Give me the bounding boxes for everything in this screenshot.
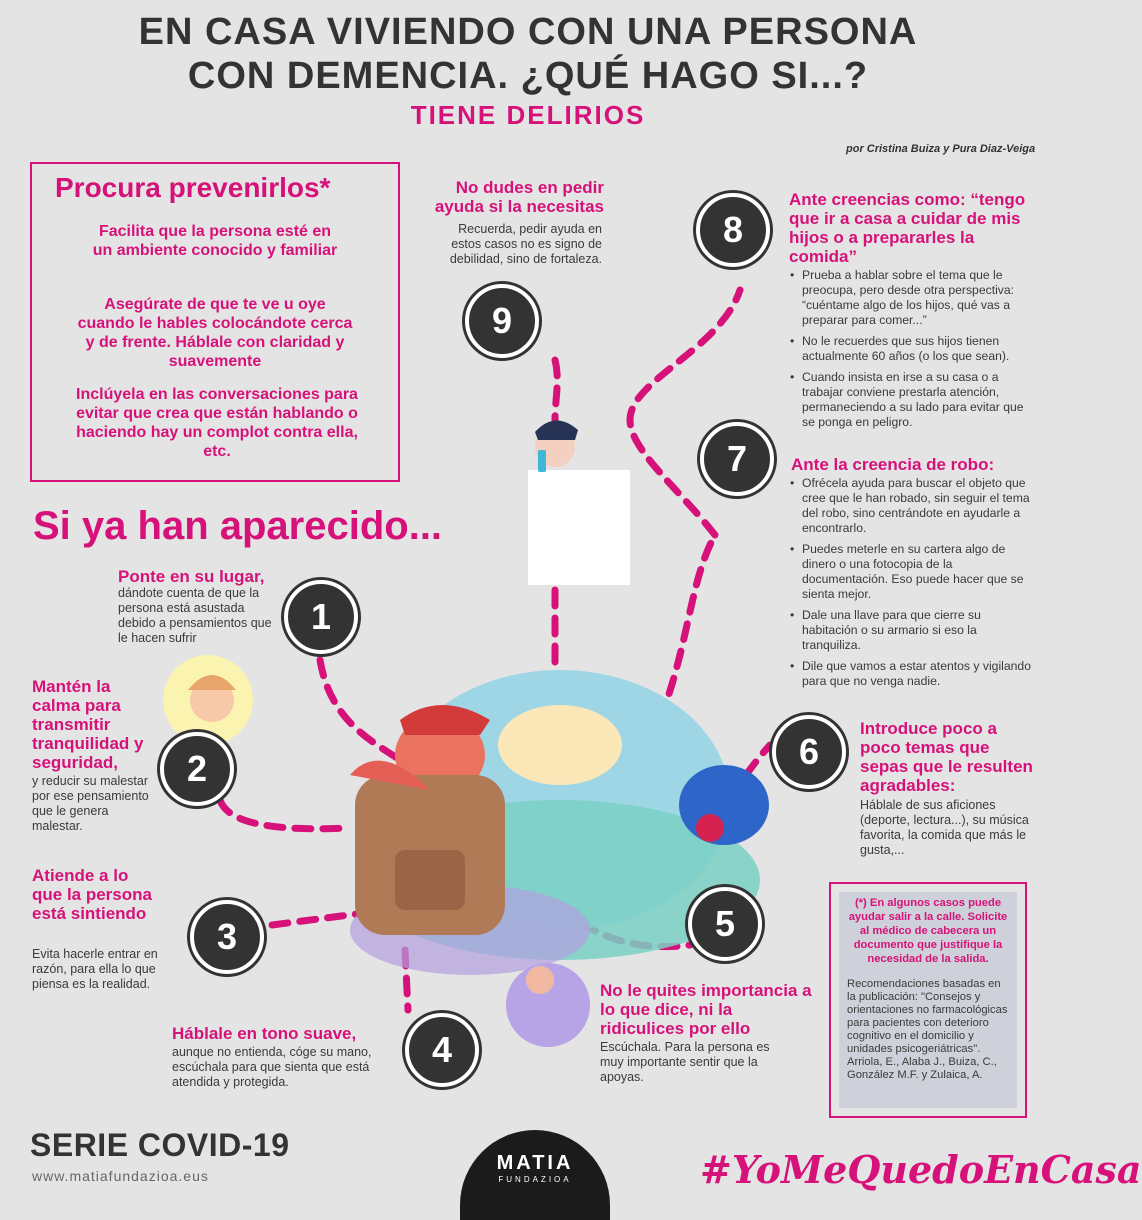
note-reference: Recomendaciones basadas en la publicación: "Consejos y orientaciones no farmacológicas para pacientes con deterioro cognitivo en el domicilio y unidades psicogeriátricas". Arriola, E., Alaba J., Buiza, C., González M.F. y Zulaica, A. [847, 978, 1008, 1081]
step7-title: Ante la creencia de robo: [791, 455, 995, 474]
step8-title: Ante creencias como: “tengo que ir a casa a cuidar de mis hijos o a prepararles la comida” [789, 190, 1026, 266]
website-link[interactable]: www.matiafundazioa.eus [32, 1168, 209, 1184]
step7-number: 7 [700, 422, 774, 496]
step4-title: Háblale en tono suave, [172, 1024, 357, 1043]
step8-bullets [788, 268, 1038, 436]
step9-text: Recuerda, pedir ayuda en estos casos no es signo de debilidad, sino de fortaleza. [449, 222, 602, 266]
step3-title: Atiende a lo que la persona está sintiendo [32, 866, 152, 923]
page-subtitle: TIENE DELIRIOS [410, 100, 646, 130]
logo-sub: FUNDAZIOA [498, 1175, 572, 1184]
step2-text: y reducir su malestar por ese pensamiento que le genera malestar. [32, 774, 149, 833]
prevention-item-2: Asegúrate de que te ve u oye cuando le hables colocándote cerca y de frente. Háblale con claridad y suavemente [77, 296, 353, 370]
step6-number: 6 [772, 715, 846, 789]
step7-bullet-3: • Dale una llave para que cierre su habitación o su armario si eso la tranquiliza. [788, 608, 1038, 653]
step6-title: Introduce poco a poco temas que sepas que le resulten agradables: [860, 719, 1033, 795]
step8-bullet-2: • No le recuerdes que sus hijos tienen actualmente 60 años (o los que sean). [788, 334, 1038, 364]
step8-bullet-1: • Prueba a hablar sobre el tema que le preocupa, pero desde otra perspectiva: “cuéntame algo de los hijos, qué vas a preparar para comer...” [788, 268, 1038, 328]
step3-number: 3 [190, 900, 264, 974]
logo-main: MATIA [496, 1152, 574, 1174]
byline: por Cristina Buiza y Pura Diaz-Veiga [846, 143, 1036, 155]
step4-text: aunque no entienda, cóge su mano, escúchala para que sienta que está atendida y protegida. [172, 1045, 372, 1089]
step7-bullet-4: • Dile que vamos a estar atentos y vigilando para que no venga nadie. [788, 659, 1038, 689]
step2-title: Mantén la calma para transmitir tranquilidad y seguridad, [32, 677, 144, 772]
step8-bullet-3: • Cuando insista en irse a su casa o a trabajar conviene prestarla atención, permaneciendo a su lado para evitar que se ponga en peligro. [788, 370, 1038, 430]
prevention-item-3: Inclúyela en las conversaciones para evitar que crea que están hablando o haciendo hay un complot contra ella, etc. [76, 386, 358, 460]
step5-number: 5 [688, 887, 762, 961]
section-heading: Si ya han aparecido... [33, 504, 443, 548]
step1-title: Ponte en su lugar, [118, 567, 265, 586]
step9-number: 9 [465, 284, 539, 358]
series-label: SERIE COVID-19 [30, 1127, 290, 1163]
hashtag: #YoMeQuedoEnCasa [700, 1147, 1142, 1192]
step5-text: Escúchala. Para la persona es muy importante sentir que la apoyas. [600, 1040, 770, 1084]
prevention-title: Procura prevenirlos* [55, 172, 331, 203]
step7-bullet-2: • Puedes meterle en su cartera algo de dinero o una fotocopia de la documentación. Eso puede hacer que se sienta mejor. [788, 542, 1038, 602]
page-title-line2: CON DEMENCIA. ¿QUÉ HAGO SI...? [187, 55, 869, 97]
step9-title: No dudes en pedir ayuda si la necesitas [434, 178, 604, 216]
step6-text: Háblale de sus aficiones (deporte, lectura...), su música favorita, la comida que más le gusta,... [860, 798, 1029, 857]
step3-text: Evita hacerle entrar en razón, para ella lo que piensa es la realidad. [32, 947, 158, 991]
note-highlight: (*) En algunos casos puede ayudar salir a la calle. Solicite al médico de cabecera un documento que justifique la necesidad de la salida. [848, 897, 1008, 965]
step2-number: 2 [160, 732, 234, 806]
reference-note-box [829, 882, 1027, 1118]
step7-bullet-1: • Ofrécela ayuda para buscar el objeto que cree que le han robado, sin seguir el tema del robo, sino centrándote en ayudarle a encontrarlo. [788, 476, 1038, 536]
step5-title: No le quites importancia a lo que dice, ni la ridiculices por ello [600, 981, 812, 1038]
step8-number: 8 [696, 193, 770, 267]
step4-number: 4 [405, 1013, 479, 1087]
prevention-item-1: Facilita que la persona esté en un ambiente conocido y familiar [92, 223, 338, 259]
step7-bullets [788, 476, 1038, 695]
step1-text: dándote cuenta de que la persona está asustada debido a pensamientos que le hacen sufrir [118, 586, 272, 645]
page-title-line1: EN CASA VIVIENDO CON UNA PERSONA [138, 11, 918, 53]
step1-number: 1 [284, 580, 358, 654]
